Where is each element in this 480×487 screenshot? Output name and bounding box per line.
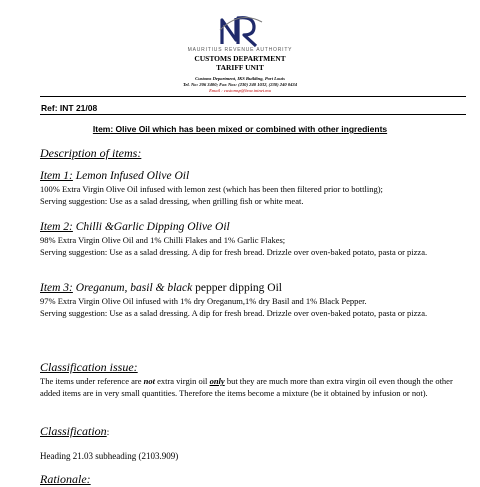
rationale-heading: Rationale: <box>40 472 91 486</box>
email-line: Email : customsp@bow.intnet.mu <box>209 88 271 93</box>
department-title: CUSTOMS DEPARTMENT <box>194 54 286 63</box>
item-1-title <box>40 170 189 182</box>
item-1-number: Item 1: <box>40 170 73 182</box>
item-2-number: Item 2: <box>40 221 73 233</box>
item-3-name-rest: pepper dipping Oil <box>192 282 282 294</box>
issue-emphasis-not: not <box>143 376 155 386</box>
item-1-name: Lemon Infused Olive Oil <box>72 170 190 182</box>
item-3-line-1: 97% Extra Virgin Olive Oil infused with 1% dry Oreganum,1% dry Basil and 1% Black Pepper. <box>40 296 367 306</box>
item-heading: Item: Olive Oil which has been mixed or combined with other ingredients <box>92 124 388 134</box>
item-1-line-1: 100% Extra Virgin Olive Oil infused with lemon zest (which has been then filtered prior to bottling); <box>40 184 383 194</box>
issue-text-part-2: extra virgin oil <box>154 376 210 386</box>
header-rule <box>40 96 466 97</box>
item-3-name: Oreganum, basil & black <box>72 282 193 294</box>
address-line-2: Tel. No: 206 3400; Fax Nos: (230) 240 1032, (230) 240 0434 <box>182 82 298 87</box>
unit-title: TARIFF UNIT <box>216 63 264 72</box>
item-2-line-1: 98% Extra Virgin Olive Oil and 1% Chilli Flakes and 1% Garlic Flakes; <box>40 235 286 245</box>
item-3-number: Item 3: <box>40 282 73 294</box>
classification-issue-text <box>40 376 472 399</box>
item-1-line-2: Serving suggestion: Use as a salad dressing, when grilling fish or white meat. <box>40 196 304 206</box>
address-line-1: Customs Department, IKS Building, Port Louis <box>195 76 285 81</box>
classification-heading-line <box>40 424 109 439</box>
issue-text-part-1: The items under reference are <box>40 376 144 386</box>
mra-logo <box>218 10 264 50</box>
classification-text: Heading 21.03 subheading (2103.909) <box>40 451 179 461</box>
classification-issue-heading: Classification issue: <box>40 360 138 374</box>
item-3-line-2: Serving suggestion: Use as a salad dressing. A dip for fresh bread. Drizzle over oven-baked potato, pasta or pizza. <box>40 308 428 318</box>
issue-emphasis-only: only <box>209 376 225 386</box>
item-2-title <box>40 221 230 233</box>
reference-number: Ref: INT 21/08 <box>41 103 98 113</box>
item-2-line-2: Serving suggestion: Use as a salad dressing. A dip for fresh bread. Drizzle over oven-baked potato, pasta or pizza. <box>40 247 428 257</box>
issue-text-part-3: but they are much more than extra virgin oil even though the other added items are in very small quantities. Therefore the items become a mixture (be it obtained by infusion or not). <box>40 376 453 398</box>
classification-colon: : <box>106 427 110 437</box>
item-2-name: Chilli &Garlic Dipping Olive Oil <box>72 221 230 233</box>
authority-name: MAURITIUS REVENUE AUTHORITY <box>187 47 293 53</box>
item-3-title <box>40 282 282 294</box>
classification-heading: Classification <box>40 424 107 438</box>
description-heading: Description of items: <box>40 146 142 160</box>
reference-rule <box>40 114 466 115</box>
